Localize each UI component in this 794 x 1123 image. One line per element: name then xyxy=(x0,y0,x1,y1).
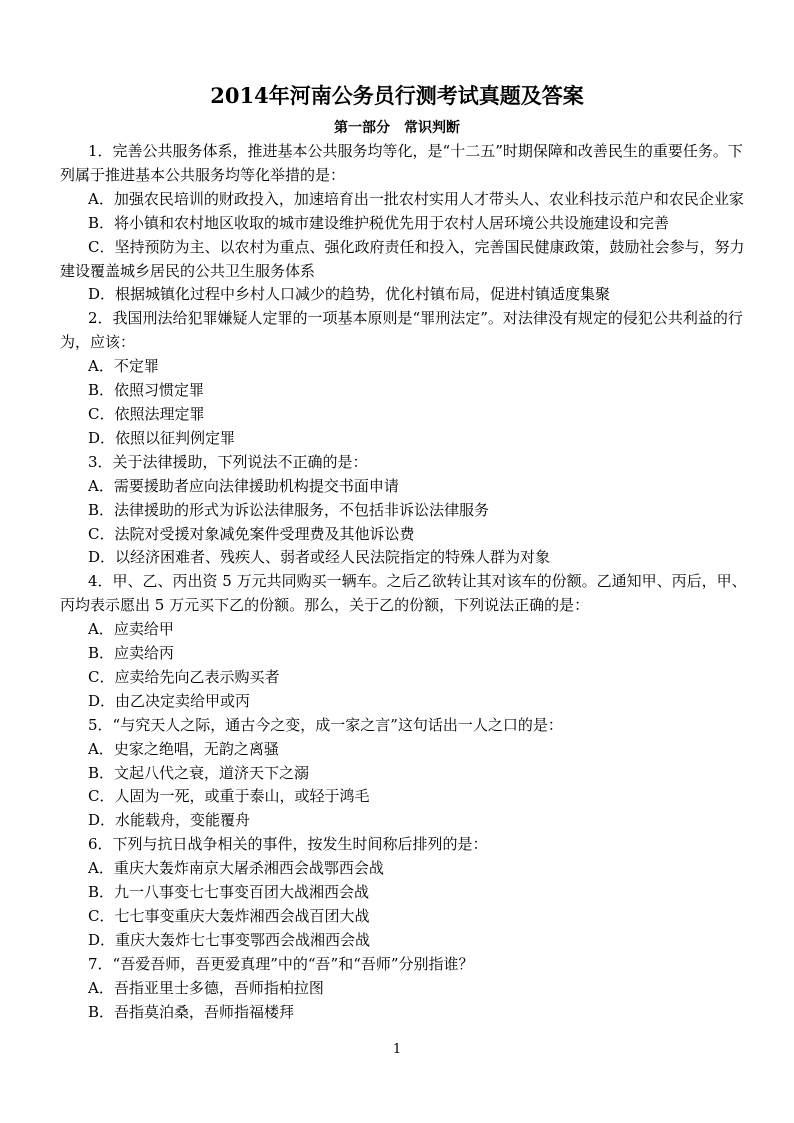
question-stem: 7．“吾爱吾师，吾更爱真理”中的“吾”和“吾师”分别指谁？ xyxy=(88,954,474,973)
question-stem: 4．甲、乙、丙出资 5 万元共同购买一辆车。之后乙欲转让其对该车的份额。乙通知甲、丙后，甲、丙均表示愿出 5 万元买下乙的份额。那么，关于乙的份额，下列说法正确的是： xyxy=(60,572,747,615)
answer-option: B．九一八事变七七事变百团大战湘西会战 xyxy=(88,883,370,902)
answer-option: A．重庆大轰炸南京大屠杀湘西会战鄂西会战 xyxy=(88,859,384,878)
answer-option: A．史家之绝唱，无韵之离骚 xyxy=(88,739,279,758)
answer-option: D．以经济困难者、残疾人、弱者或经人民法院指定的特殊人群为对象 xyxy=(88,548,551,567)
answer-option: D．由乙决定卖给甲或丙 xyxy=(88,691,251,710)
answer-option: D．依照以征判例定罪 xyxy=(88,428,236,447)
answer-option: B．将小镇和农村地区收取的城市建设维护税优先用于农村人居环境公共设施建设和完善 xyxy=(88,213,670,232)
answer-option: A．不定罪 xyxy=(88,357,159,376)
answer-option: C．法院对受援对象减免案件受理费及其他诉讼费 xyxy=(88,524,415,543)
answer-option: C．应卖给先向乙表示购买者 xyxy=(88,667,280,686)
answer-option: C．坚持预防为主、以农村为重点、强化政府责任和投入，完善国民健康政策，鼓励社会参与，努力建设覆盖城乡居民的公共卫生服务体系 xyxy=(60,237,745,280)
answer-option: C．七七事变重庆大轰炸湘西会战百团大战 xyxy=(88,907,370,925)
answer-option: B．文起八代之衰，道济天下之溺 xyxy=(88,763,310,782)
answer-option: C．依照法理定罪 xyxy=(88,404,205,423)
answer-option: A．吾指亚里士多德，吾师指柏拉图 xyxy=(88,978,324,997)
page-number: 1 xyxy=(392,1042,402,1057)
answer-option: D．重庆大轰炸七七事变鄂西会战湘西会战 xyxy=(88,930,371,949)
answer-option: B．法律援助的形式为诉讼法律服务，不包括非诉讼法律服务 xyxy=(88,500,490,519)
answer-option: A．应卖给甲 xyxy=(88,620,174,639)
question-stem: 6．下列与抗日战争相关的事件，按发生时间称后排列的是： xyxy=(88,835,488,854)
answer-option: B．吾指莫泊桑，吾师指福楼拜 xyxy=(88,1002,295,1021)
question-stem: 5．“与究天人之际，通古今之变，成一家之言”这句话出一人之口的是： xyxy=(88,715,563,734)
answer-option: B．应卖给丙 xyxy=(88,644,175,663)
answer-option: D．水能载舟，变能覆舟 xyxy=(88,811,251,830)
question-stem: 1．完善公共服务体系，推进基本公共服务均等化，是“十二五”时期保障和改善民生的重要任务。下列属于推进基本公共服务均等化举措的是： xyxy=(60,142,743,184)
question-list xyxy=(60,140,752,1025)
question-stem: 3．关于法律援助，下列说法不正确的是： xyxy=(88,452,368,471)
answer-option: A．需要援助者应向法律援助机构提交书面申请 xyxy=(88,476,399,495)
section-heading: 第一部分 常识判断 xyxy=(334,120,460,136)
answer-option: C．人固为一死，或重于泰山，或轻于鸿毛 xyxy=(88,787,370,806)
question-stem: 2．我国刑法给犯罪嫌疑人定罪的一项基本原则是“罪刑法定”。对法律没有规定的侵犯公共利益的行为，应该： xyxy=(60,309,743,352)
answer-option: B．依照习惯定罪 xyxy=(88,381,205,400)
answer-option: D．根据城镇化过程中乡村人口减少的趋势，优化村镇布局，促进村镇适度集聚 xyxy=(88,285,611,304)
document-title: 2014年河南公务员行测考试真题及答案 xyxy=(210,83,584,108)
answer-option: A．加强农民培训的财政投入，加速培育出一批农村实用人才带头人、农业科技示范户和农民企业家 xyxy=(88,189,744,208)
